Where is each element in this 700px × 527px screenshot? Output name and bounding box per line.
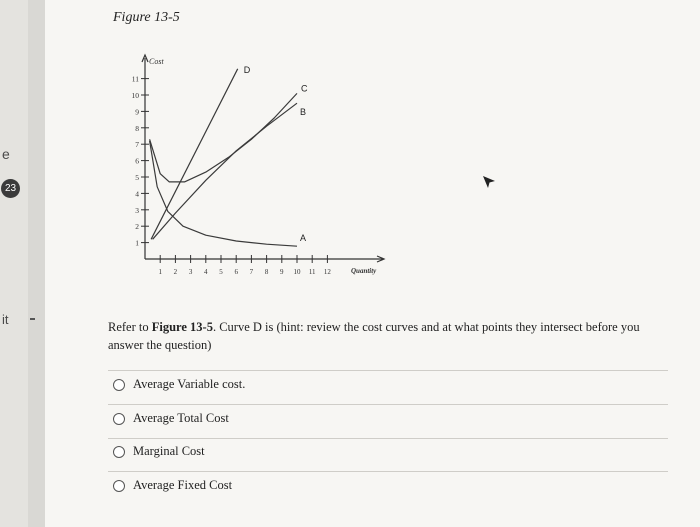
radio-button[interactable] — [113, 379, 125, 391]
x-tick-label: 6 — [234, 268, 238, 276]
x-axis-label: Quantity — [351, 267, 377, 275]
x-tick-label: 3 — [188, 268, 193, 276]
curve-label-c: C — [301, 83, 308, 94]
curve-b — [153, 103, 297, 239]
left-panel-letter: e — [2, 146, 10, 162]
x-tick-label: 9 — [280, 268, 284, 276]
mouse-cursor-icon — [482, 175, 496, 189]
x-tick-label: 11 — [308, 268, 316, 276]
y-tick-label: 11 — [131, 74, 139, 84]
curve-label-a: A — [300, 233, 307, 244]
option-label: Average Fixed Cost — [133, 478, 233, 492]
option-marginal-cost[interactable] — [113, 444, 205, 459]
x-tick-label: 12 — [323, 268, 331, 276]
question-figure-ref: Figure 13-5 — [151, 320, 213, 334]
y-tick-label: 5 — [135, 173, 139, 182]
left-panel-unit-text: it — [2, 312, 9, 327]
option-label: Average Variable cost. — [133, 377, 246, 391]
y-tick-label: 2 — [135, 222, 139, 232]
y-axis-label: Cost — [149, 57, 164, 66]
x-tick-label: 10 — [293, 268, 301, 276]
radio-button[interactable] — [113, 480, 125, 492]
left-panel — [0, 0, 28, 527]
y-tick-label: 3 — [135, 205, 139, 215]
y-tick-label: 9 — [135, 107, 139, 117]
curve-d — [151, 69, 238, 240]
option-label: Average Total Cost — [133, 411, 229, 425]
question-number-badge[interactable]: 23 — [1, 179, 20, 198]
option-average-total-cost[interactable] — [113, 411, 229, 426]
figure-title: Figure 13-5 — [113, 10, 180, 25]
y-tick-label: 6 — [135, 156, 139, 166]
separator — [108, 438, 668, 439]
y-tick-label: 1 — [135, 238, 139, 248]
curve-label-b: B — [300, 107, 307, 118]
separator — [108, 370, 668, 371]
y-tick-label: 8 — [135, 123, 139, 133]
radio-button[interactable] — [113, 413, 125, 425]
curve-a — [150, 141, 297, 246]
x-tick-label: 7 — [249, 268, 254, 276]
question-text — [108, 318, 648, 354]
option-average-fixed-cost[interactable] — [113, 478, 232, 493]
radio-button[interactable] — [113, 446, 125, 458]
x-tick-label: 2 — [173, 268, 178, 276]
y-tick-label: 4 — [135, 189, 139, 199]
x-tick-label: 4 — [204, 268, 208, 276]
option-average-variable-cost[interactable] — [113, 377, 245, 392]
option-label: Marginal Cost — [133, 444, 205, 458]
cost-curves-chart — [113, 50, 413, 290]
question-prefix: Refer to — [108, 320, 152, 334]
curve-c — [150, 93, 297, 181]
left-panel-dash — [30, 318, 35, 320]
x-tick-label: 5 — [219, 268, 223, 276]
curve-label-d: D — [243, 64, 251, 75]
question-rest: . Curve D is (hint: review the cost curves and at what points they intersect before you answer the question) — [108, 320, 640, 352]
x-tick-label: 8 — [264, 268, 269, 276]
y-tick-label: 7 — [135, 140, 139, 150]
separator — [108, 471, 668, 472]
y-tick-label: 10 — [131, 91, 139, 100]
separator — [108, 404, 668, 405]
x-tick-label: 1 — [158, 268, 162, 276]
